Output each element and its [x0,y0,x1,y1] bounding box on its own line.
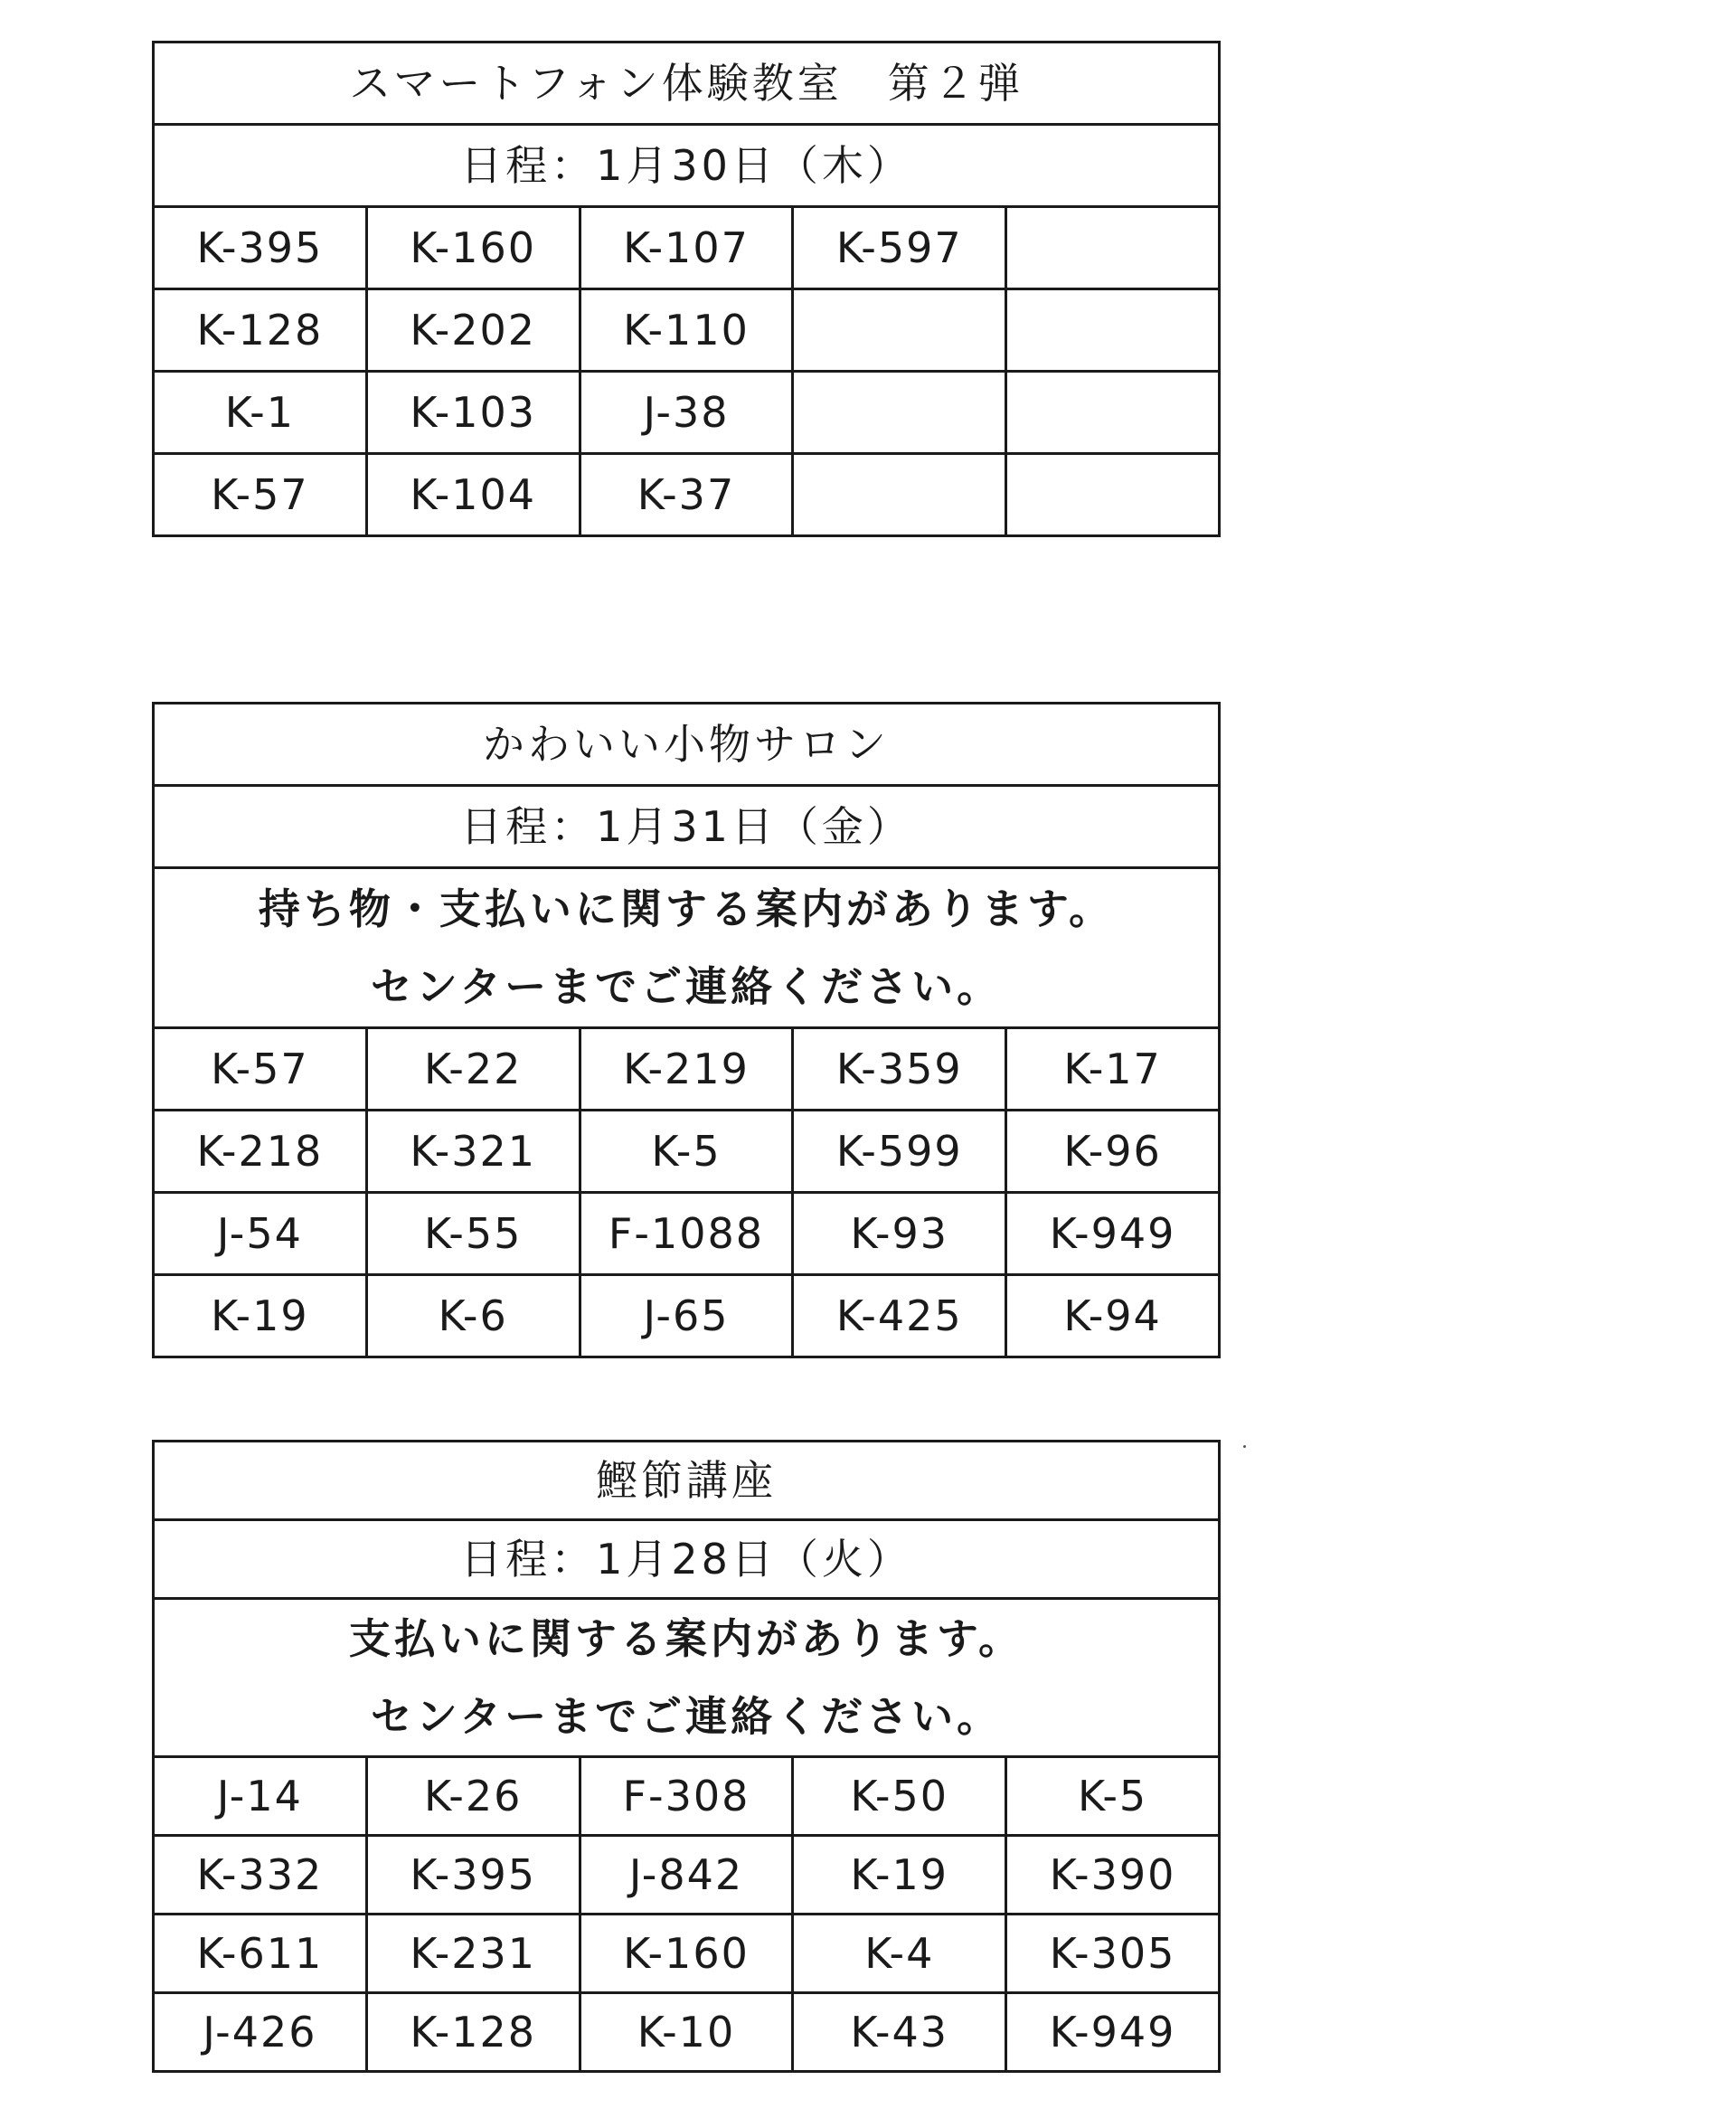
id-cell: K-395 [154,207,367,289]
id-cell: K-93 [793,1193,1006,1275]
id-cell: K-104 [366,454,580,536]
id-cell: K-1 [154,372,367,454]
id-cell: F-1088 [580,1193,793,1275]
class-table-smartphone [152,41,1221,537]
table-row [154,1757,1220,1836]
id-cell: K-599 [793,1111,1006,1193]
id-cell: K-55 [366,1193,580,1275]
table-title: 鰹節講座 [154,1442,1220,1520]
id-cell: K-949 [1006,1193,1220,1275]
table-row [154,1028,1220,1111]
table-row [154,1275,1220,1357]
id-cell: K-96 [1006,1111,1220,1193]
notice-line: センターまでご連絡ください。 [370,962,1003,1011]
table-title: スマートフォン体験教室 第２弾 [154,43,1220,125]
id-cell: J-38 [580,372,793,454]
id-cell: K-231 [366,1915,580,1993]
id-cell: K-425 [793,1275,1006,1357]
id-cell [793,372,1006,454]
id-cell [1006,289,1220,372]
notice-line: 支払いに関する案内があります。 [348,1614,1024,1663]
id-cell: J-426 [154,1993,367,2072]
id-cell [1006,454,1220,536]
table-row [154,207,1220,289]
table-schedule: 日程：1月28日（火） [154,1520,1220,1599]
id-cell: K-611 [154,1915,367,1993]
id-cell: J-65 [580,1275,793,1357]
id-cell [1006,207,1220,289]
id-cell: K-160 [366,207,580,289]
table-row [154,1193,1220,1275]
id-cell: K-305 [1006,1915,1220,1993]
id-cell [1006,372,1220,454]
id-cell: K-160 [580,1915,793,1993]
id-cell: K-332 [154,1836,367,1915]
id-cell: K-597 [793,207,1006,289]
id-cell: K-321 [366,1111,580,1193]
id-cell: K-395 [366,1836,580,1915]
id-cell: J-14 [154,1757,367,1836]
notice-message [154,1599,1220,1757]
id-cell: K-4 [793,1915,1006,1993]
id-cell: K-57 [154,454,367,536]
id-cell: F-308 [580,1757,793,1836]
table-row [154,1915,1220,1993]
id-cell: K-110 [580,289,793,372]
table-row [154,454,1220,536]
table-title: かわいい小物サロン [154,704,1220,786]
notice-line: 持ち物・支払いに関する案内があります。 [258,884,1115,933]
table-schedule: 日程：1月30日（木） [154,125,1220,207]
id-cell: K-50 [793,1757,1006,1836]
table-row [154,1836,1220,1915]
id-cell: K-949 [1006,1993,1220,2072]
id-cell: J-842 [580,1836,793,1915]
id-cell: K-202 [366,289,580,372]
id-cell: J-54 [154,1193,367,1275]
id-cell: K-5 [580,1111,793,1193]
id-cell: K-94 [1006,1275,1220,1357]
table-row [154,1993,1220,2072]
id-cell [793,454,1006,536]
id-cell: K-107 [580,207,793,289]
id-cell: K-6 [366,1275,580,1357]
id-cell: K-22 [366,1028,580,1111]
table-schedule: 日程：1月31日（金） [154,786,1220,868]
id-cell: K-218 [154,1111,367,1193]
class-table-katsuobushi [152,1440,1221,2073]
id-cell: K-19 [154,1275,367,1357]
id-cell: K-5 [1006,1757,1220,1836]
id-cell: K-57 [154,1028,367,1111]
id-cell: K-128 [366,1993,580,2072]
table-row [154,372,1220,454]
id-cell: K-37 [580,454,793,536]
id-cell: K-10 [580,1993,793,2072]
id-cell: K-17 [1006,1028,1220,1111]
id-cell: K-103 [366,372,580,454]
id-cell [793,289,1006,372]
id-cell: K-128 [154,289,367,372]
notice-message [154,868,1220,1028]
class-table-accessory-salon [152,702,1221,1358]
id-cell: K-390 [1006,1836,1220,1915]
id-cell: K-19 [793,1836,1006,1915]
table-row [154,289,1220,372]
id-cell: K-43 [793,1993,1006,2072]
notice-line: センターまでご連絡ください。 [370,1692,1003,1741]
id-cell: K-26 [366,1757,580,1836]
table-row [154,1111,1220,1193]
id-cell: K-359 [793,1028,1006,1111]
scan-speck [1243,1445,1246,1448]
id-cell: K-219 [580,1028,793,1111]
